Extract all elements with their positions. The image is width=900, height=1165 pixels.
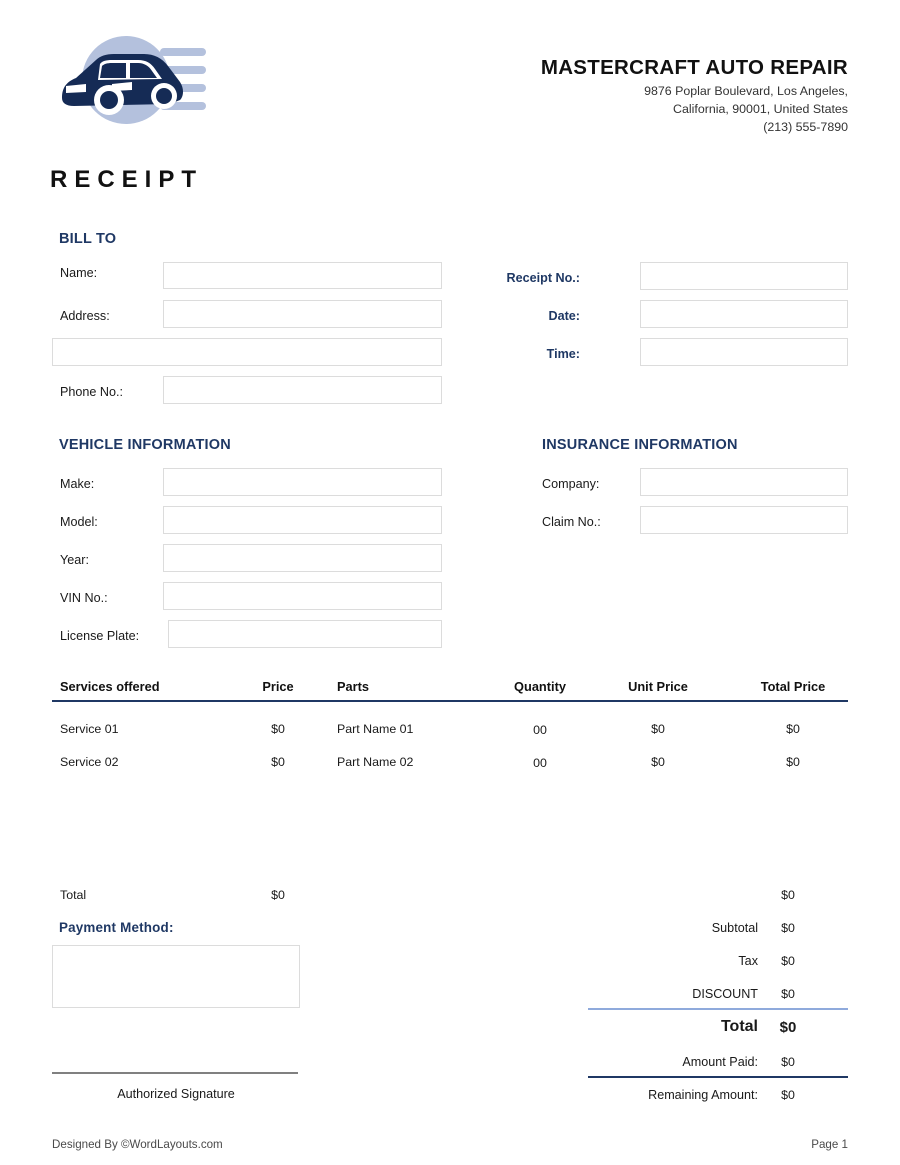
summary-tax-label: Tax [738,954,758,968]
summary-remaining-value: $0 [781,1088,795,1102]
vehicle-license-plate-input[interactable] [168,620,442,648]
page-title: RECEIPT [50,166,204,193]
vehicle-license-plate-label: License Plate: [60,629,140,643]
time-label: Time: [546,347,580,361]
footer-designed-by: Designed By ©WordLayouts.com [52,1138,223,1151]
summary-discount-value: $0 [781,987,795,1001]
vehicle-information-heading: VEHICLE INFORMATION [59,437,231,453]
insurance-information-heading: INSURANCE INFORMATION [542,437,738,453]
summary-total-divider [588,1008,848,1010]
table-header-quantity: Quantity [514,679,566,694]
date-input[interactable] [640,300,848,328]
company-phone: (213) 555-7890 [763,119,848,134]
table-row: $0 [786,722,800,736]
table-header-services: Services offered [60,679,160,694]
table-row: $0 [651,722,665,736]
summary-remaining-label: Remaining Amount: [648,1088,758,1102]
table-row: 00 [533,723,547,737]
company-address-line2: California, 90001, United States [673,101,848,116]
time-input[interactable] [640,338,848,366]
bill-to-phone-label: Phone No.: [60,385,124,399]
insurance-claim-no-input[interactable] [640,506,848,534]
summary-discount-label: DISCOUNT [692,987,758,1001]
table-row: $0 [651,755,665,769]
vehicle-vin-label: VIN No.: [60,591,108,605]
table-row: $0 [271,755,285,769]
payment-method-input[interactable] [52,945,300,1008]
table-row: Service 02 [60,755,119,769]
vehicle-make-input[interactable] [163,468,442,496]
insurance-claim-no-label: Claim No.: [542,515,601,529]
vehicle-model-label: Model: [60,515,98,529]
table-total-price: $0 [271,888,285,902]
vehicle-year-label: Year: [60,553,89,567]
company-name: MASTERCRAFT AUTO REPAIR [540,56,848,79]
summary-tax-value: $0 [781,954,795,968]
footer-page-number: Page 1 [811,1138,848,1151]
bill-to-name-input[interactable] [163,262,442,289]
company-info [541,56,848,137]
summary-total-value: $0 [779,1019,797,1036]
bill-to-address-label: Address: [60,309,110,323]
signature-line [52,1072,298,1074]
table-header-unit-price: Unit Price [628,679,688,694]
receipt-no-label: Receipt No.: [506,271,580,285]
table-header-parts: Parts [337,679,370,694]
table-header-total-price: Total Price [760,679,826,694]
bill-to-heading: BILL TO [59,231,117,247]
vehicle-year-input[interactable] [163,544,442,572]
car-logo-icon [52,26,212,138]
bill-to-name-label: Name: [60,266,98,280]
vehicle-make-label: Make: [60,477,95,491]
bill-to-phone-input[interactable] [163,376,442,404]
table-total-label: Total [60,888,87,902]
summary-total-label: Total [720,1018,758,1035]
page-header [52,22,848,142]
summary-subtotal-label: Subtotal [711,921,758,935]
table-row: Part Name 02 [337,755,414,769]
bill-to-address-line2-input[interactable] [52,338,442,366]
table-total-total-price: $0 [781,888,795,902]
insurance-company-label: Company: [542,477,600,491]
table-row: $0 [271,722,285,736]
summary-remaining-divider [588,1076,848,1078]
vehicle-model-input[interactable] [163,506,442,534]
date-label: Date: [548,309,580,323]
company-address-line1: 9876 Poplar Boulevard, Los Angeles, [644,83,848,98]
vehicle-vin-input[interactable] [163,582,442,610]
table-header-price: Price [262,679,294,694]
table-row: Part Name 01 [337,722,414,736]
table-row: Service 01 [60,722,119,736]
summary-amount-paid-label: Amount Paid: [682,1055,758,1069]
table-row: 00 [533,756,547,770]
summary-subtotal-value: $0 [781,921,795,935]
signature-caption: Authorized Signature [117,1087,235,1101]
table-row: $0 [786,755,800,769]
summary-amount-paid-value: $0 [781,1055,795,1069]
receipt-no-input[interactable] [640,262,848,290]
table-header-divider [52,700,848,702]
insurance-company-input[interactable] [640,468,848,496]
bill-to-address-input[interactable] [163,300,442,328]
payment-method-heading: Payment Method: [59,920,174,935]
